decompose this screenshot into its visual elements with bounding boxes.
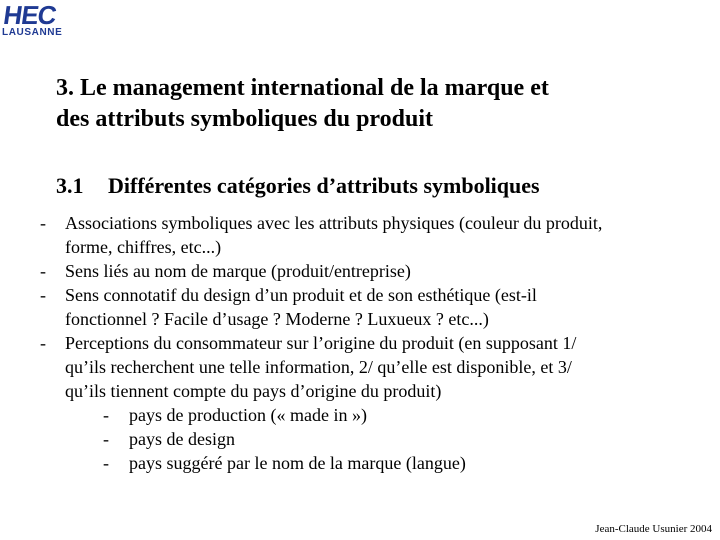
section-number: 3.1 <box>56 173 84 198</box>
footer-author-credit: Jean-Claude Usunier 2004 <box>595 523 712 535</box>
slide-title-line-1: 3. Le management international de la marque et <box>56 75 549 101</box>
list-item <box>0 331 700 355</box>
section-heading-text: Différentes catégories d’attributs symboliques <box>108 173 540 198</box>
sub-bullet-marker: - <box>103 453 109 473</box>
list-item-text: fonctionnel ? Facile d’usage ? Moderne ? Luxueux ? etc...) <box>65 309 489 329</box>
list-item-continuation <box>0 355 700 379</box>
section-heading <box>56 172 540 200</box>
list-item-text: qu’ils tiennent compte du pays d’origine du produit) <box>65 381 442 401</box>
list-item-text: qu’ils recherchent une telle information, 2/ qu’elle est disponible, et 3/ <box>65 357 572 377</box>
sub-bullet-marker: - <box>103 429 109 449</box>
logo-secondary-text: LAUSANNE <box>2 27 63 38</box>
sub-list-item-text: pays de production (« made in ») <box>129 405 367 425</box>
sub-list-item-text: pays de design <box>129 429 235 449</box>
list-item-text: Associations symboliques avec les attributs physiques (couleur du produit, <box>65 213 603 233</box>
bullet-marker: - <box>40 213 46 233</box>
slide-title-line-2: des attributs symboliques du produit <box>56 106 433 132</box>
list-item <box>0 211 700 235</box>
list-item-text: Sens liés au nom de marque (produit/entreprise) <box>65 261 411 281</box>
list-item <box>0 259 700 283</box>
bullet-marker: - <box>40 285 46 305</box>
list-item <box>0 283 700 307</box>
sub-bullet-marker: - <box>103 405 109 425</box>
sub-list-item <box>0 403 700 427</box>
sub-list-item-text: pays suggéré par le nom de la marque (langue) <box>129 453 466 473</box>
bullet-list <box>0 211 700 475</box>
sub-list-item <box>0 451 700 475</box>
list-item-continuation <box>0 379 700 403</box>
list-item-continuation <box>0 307 700 331</box>
list-item-continuation <box>0 235 700 259</box>
hec-lausanne-logo <box>1 0 68 39</box>
list-item-text: Perceptions du consommateur sur l’origine du produit (en supposant 1/ <box>65 333 577 353</box>
sub-list-item <box>0 427 700 451</box>
slide-title <box>56 73 676 135</box>
list-item-text: forme, chiffres, etc...) <box>65 237 222 257</box>
bullet-marker: - <box>40 333 46 353</box>
bullet-marker: - <box>40 261 46 281</box>
logo-primary-text: HEC <box>1 0 58 30</box>
list-item-text: Sens connotatif du design d’un produit et de son esthétique (est-il <box>65 285 537 305</box>
